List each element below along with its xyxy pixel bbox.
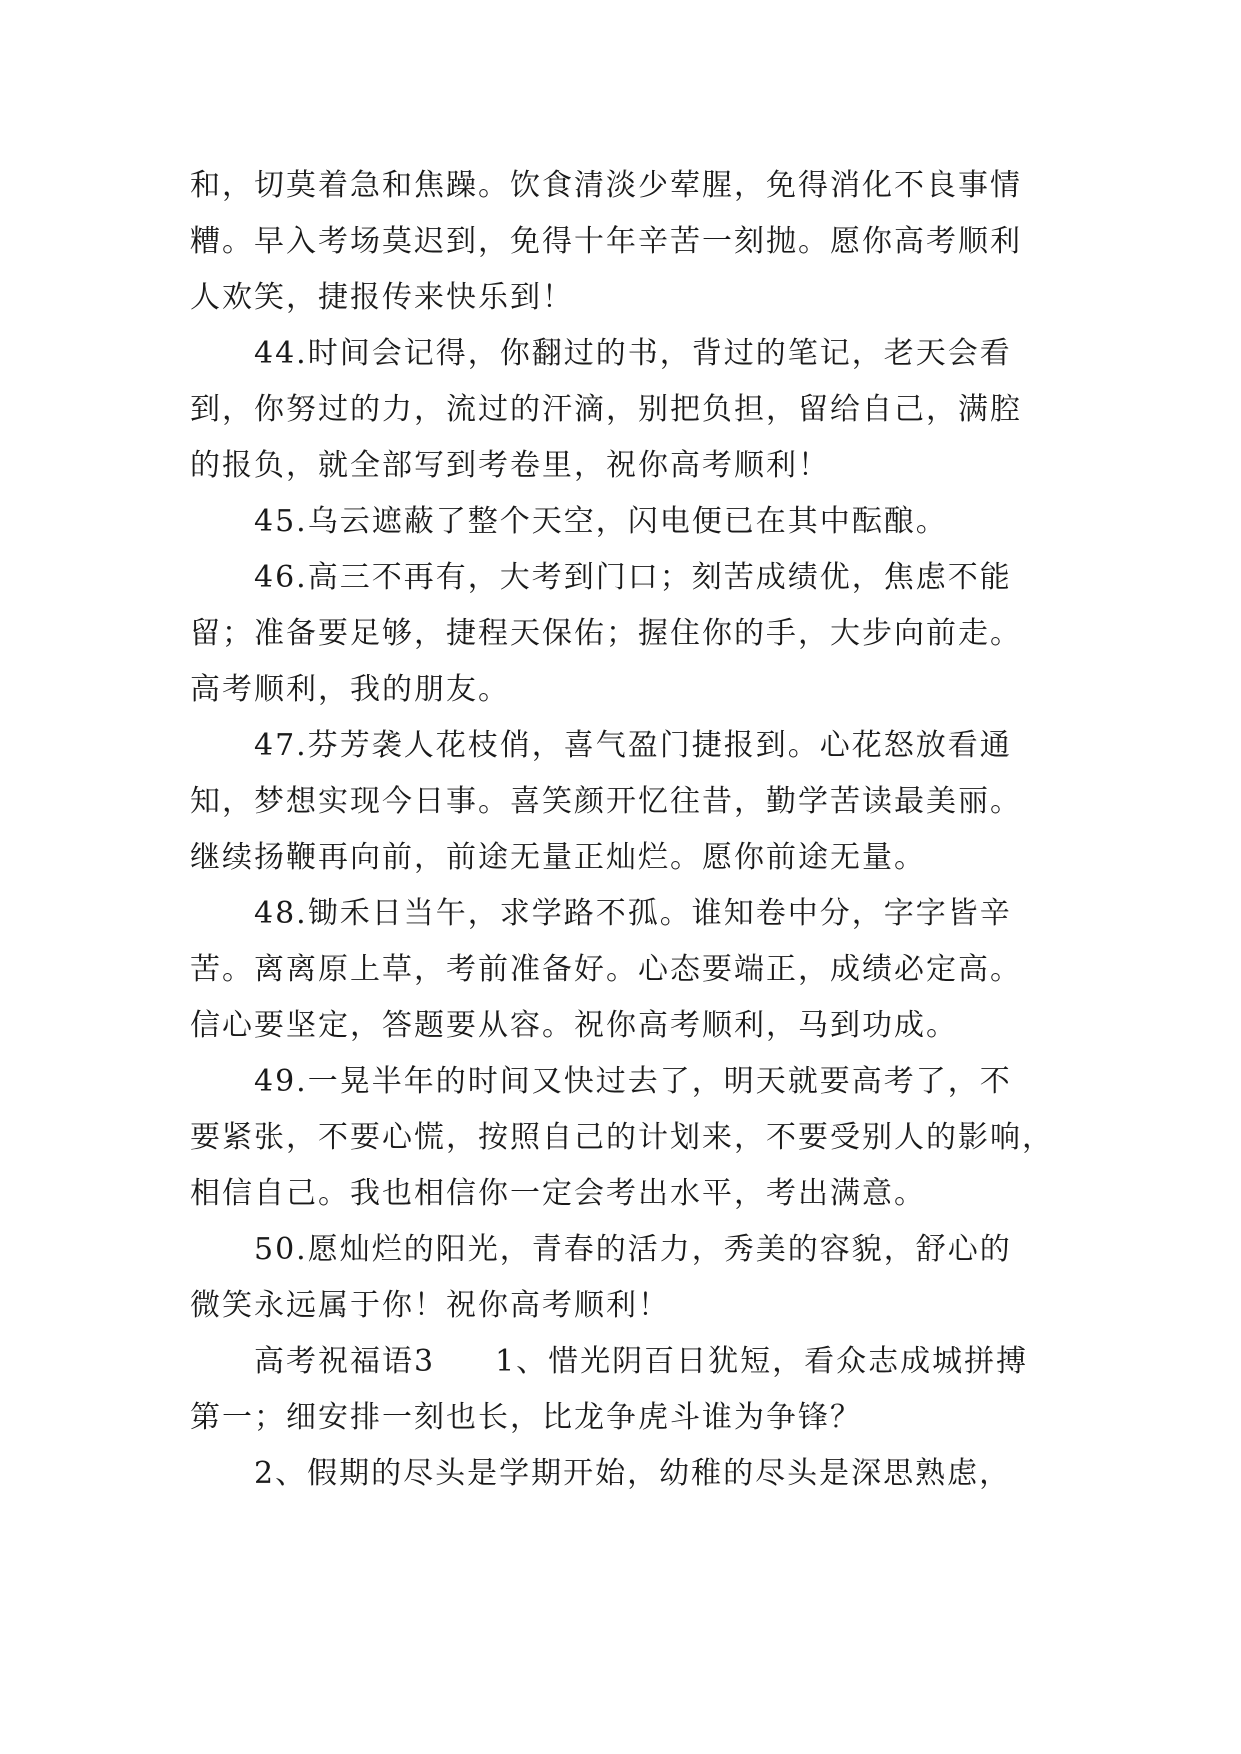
text-line: 49.一晃半年的时间又快过去了，明天就要高考了，不 [254,1064,1012,1099]
text-line: 信心要坚定，答题要从容。祝你高考顺利，马到功成。 [190,1008,958,1043]
text-line: 留；准备要足够，捷程天保佑；握住你的手，大步向前走。 [190,616,1022,651]
text-line: 45.乌云遮蔽了整个天空，闪电便已在其中酝酿。 [254,504,948,539]
text-line: 要紧张，不要心慌，按照自己的计划来，不要受别人的影响， [190,1120,1054,1155]
text-line: 知，梦想实现今日事。喜笑颜开忆往昔，勤学苦读最美丽。 [190,784,1022,819]
text-line: 1、惜光阴百日犹短，看众志成城拼搏 [495,1344,1029,1379]
text-line: 48.锄禾日当午，求学路不孤。谁知卷中分，字字皆辛 [254,896,1012,931]
text-line: 微笑永远属于你！祝你高考顺利！ [190,1288,670,1323]
text-line: 人欢笑，捷报传来快乐到！ [190,280,574,315]
text-line: 到，你努过的力，流过的汗滴，别把负担，留给自己，满腔 [190,392,1022,427]
text-line: 50.愿灿烂的阳光，青春的活力，秀美的容貌，舒心的 [254,1232,1012,1267]
text-line: 高考顺利，我的朋友。 [190,672,510,707]
section-heading-line [190,1334,1070,1390]
text-line: 2、假期的尽头是学期开始，幼稚的尽头是深思熟虑， [254,1456,1012,1491]
section-heading: 高考祝福语3 [254,1344,436,1379]
text-line: 苦。离离原上草，考前准备好。心态要端正，成绩必定高。 [190,952,1022,987]
text-line: 44.时间会记得，你翻过的书，背过的笔记，老天会看 [254,336,1012,371]
text-line: 和，切莫着急和焦躁。饮食清淡少荤腥，免得消化不良事情 [190,168,1022,203]
text-line: 46.高三不再有，大考到门口；刻苦成绩优，焦虑不能 [254,560,1012,595]
text-line: 相信自己。我也相信你一定会考出水平，考出满意。 [190,1176,926,1211]
text-line: 继续扬鞭再向前，前途无量正灿烂。愿你前途无量。 [190,840,926,875]
body-text [190,158,1070,1502]
text-line: 的报负，就全部写到考卷里，祝你高考顺利！ [190,448,830,483]
text-line: 47.芬芳袭人花枝俏，喜气盈门捷报到。心花怒放看通 [254,728,1012,763]
text-line: 糟。早入考场莫迟到，免得十年辛苦一刻抛。愿你高考顺利 [190,224,1022,259]
text-line: 第一；细安排一刻也长，比龙争虎斗谁为争锋？ [190,1400,862,1435]
